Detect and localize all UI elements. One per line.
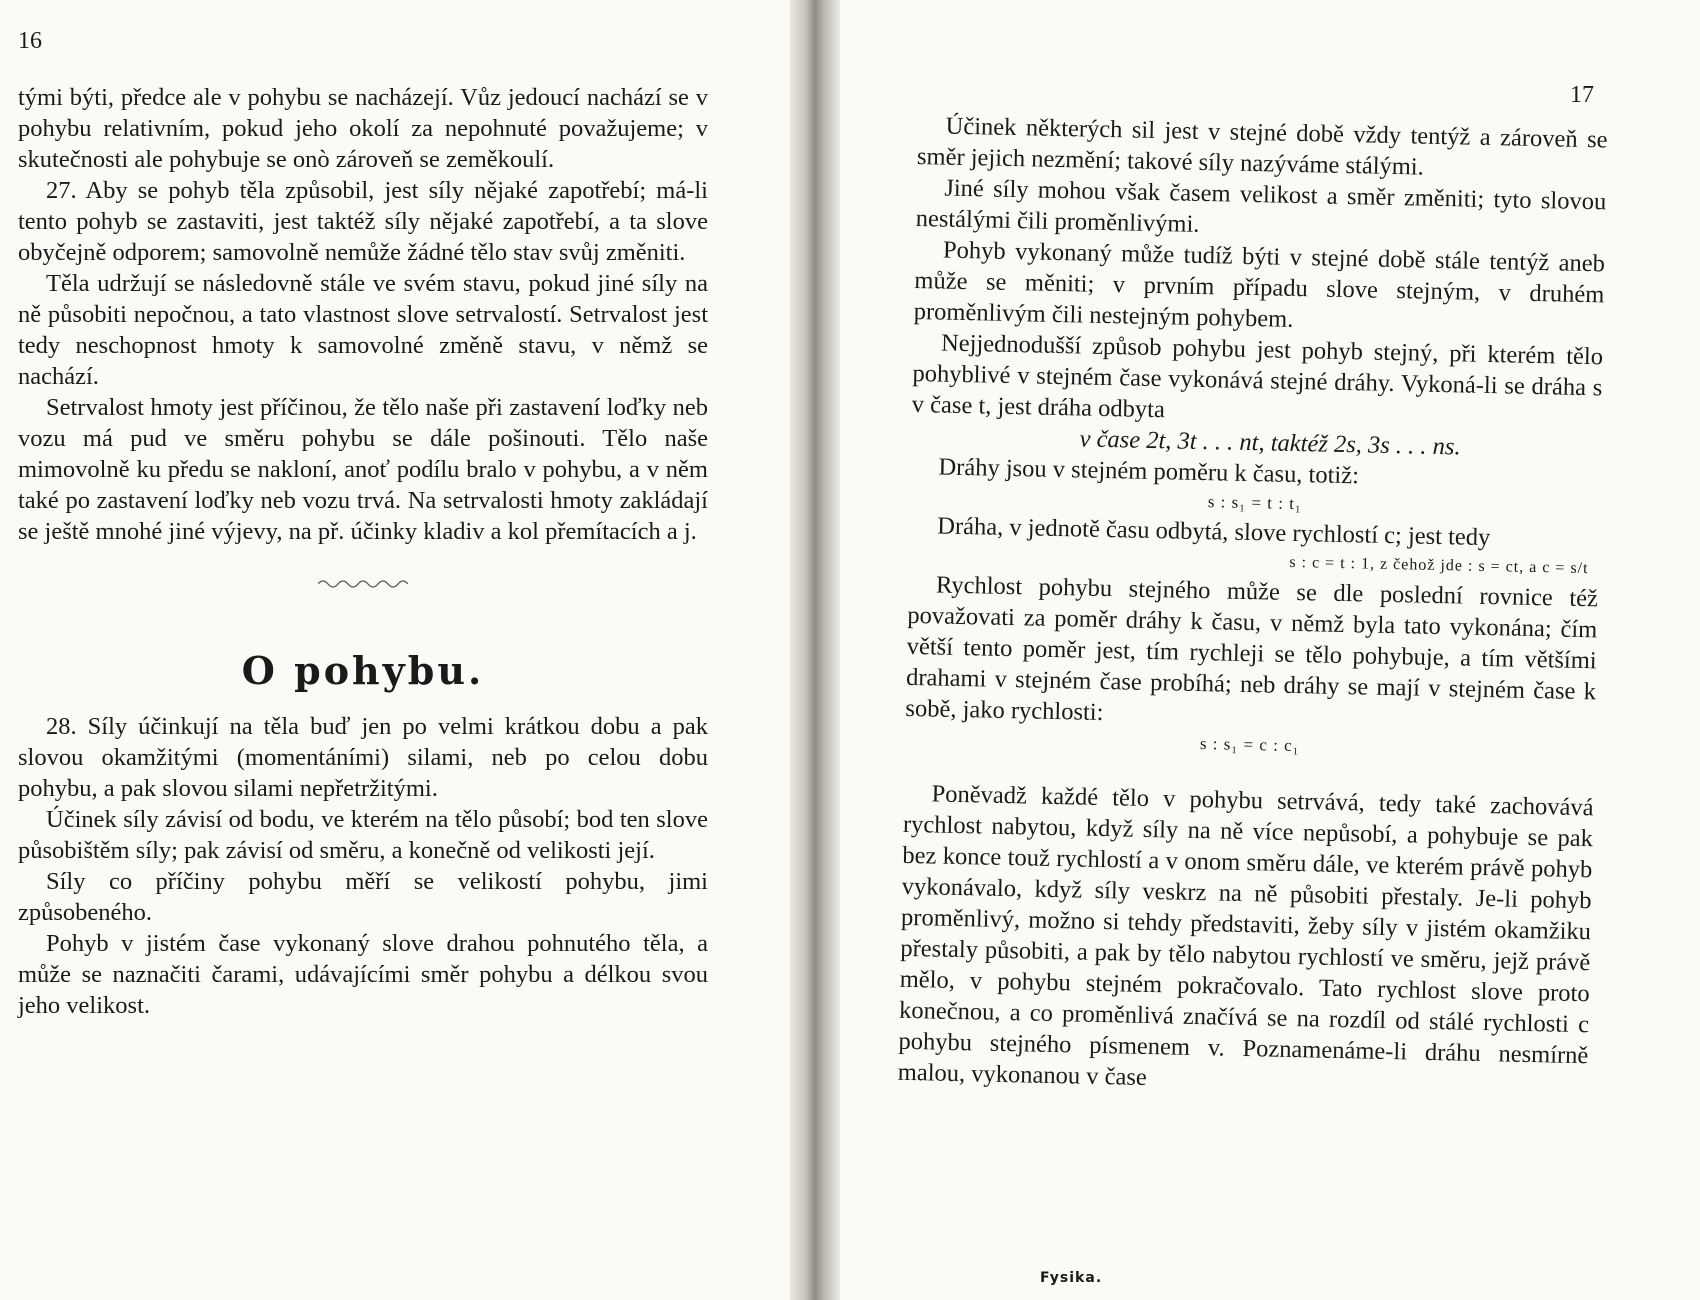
left-page <box>0 0 790 1300</box>
section-paragraph-3: Síly co příčiny pohybu měří se velikostí pohybu, jimi způsobeného. <box>18 868 708 926</box>
right-paragraph-9: Poněvadž každé tělo v pohybu setrvává, tedy také zachovává rychlost nabytou, když síly na ně více nepůsobí, a pohybuje se pak bez konce touž rychlostí a v onom směru dále, ve kterém právě pohyb vykonávalo, když síly veskrz na ně působiti přestaly. Je-li pohyb proměnlivý, možno si tehdy představiti, žeby síly v jistém okamžiku přestaly působiti, a pak by tělo nabytou rychlostí ve směru, jejž právě mělo, v pohybu stejném pokračovalo. Tato rychlost slove proto konečnou, a co proměnlivá značívá se na rozdíl od stálé rychlosti c pohybu stejného písmenem v. Poznamenáme-li dráhu nesmírně malou, vykonanou v čase <box>897 780 1594 1092</box>
formula-proportion-time: s : s₁ = t : t₁ <box>1207 492 1303 514</box>
signature-mark: Fysika. <box>1040 1270 1103 1286</box>
left-paragraph-1: tými býti, předce ale v pohybu se nacházejí. Vůz jedoucí nachází se v pohybu relativním, pokud jeho okolí za nepohnuté považujeme; v skutečnosti ale pohybuje se onò zároveň se zeměkoulí. <box>18 84 708 173</box>
wavy-divider-ornament <box>18 569 708 589</box>
formula-velocity: s : c = t : 1, z čehož jde : s = ct, a c = s/t <box>1289 553 1589 578</box>
right-paragraph-7: Dráha, v jednotě času odbytá, slove rychlostí c; jest tedy <box>937 512 1491 552</box>
page-number-left: 16 <box>18 28 42 54</box>
right-paragraph-1: Účinek některých sil jest v stejné době vždy tentýž a zároveň se směr jejich nezmění; takové síly nazýváme stálými. <box>916 112 1608 181</box>
right-paragraph-5: v čase 2t, 3t . . . nt, taktéž 2s, 3s . . . ns. <box>1079 425 1461 461</box>
right-paragraph-6: Dráhy jsou v stejném poměru k času, totiž: <box>938 453 1360 490</box>
right-paragraph-8: Rychlost pohybu stejného může se dle poslední rovnice též považovati za poměr dráhy k času, v němž byla tato vykonána; čím větší tento poměr jest, tím rychleji se tělo pohybuje, a tím většími drahami v stejném čase probíhá; neb dráhy se mají v stejném čase k sobě, jako rychlosti: <box>905 571 1599 727</box>
right-paragraph-2: Jiné síly mohou však časem velikost a směr změniti; tyto slovou nestálými čili proměnlivými. <box>915 174 1607 238</box>
right-paragraph-4: Nejjednodušší způsob pohybu jest pohyb stejný, při kterém tělo pohyblivé v stejném čase vykonává stejné dráhy. Vykoná-li se dráha s v čase t, jest dráha odbyta <box>911 329 1604 424</box>
formula-proportion-velocity: s : s₁ = c : c₁ <box>1199 734 1300 756</box>
left-paragraph-2: 27. Aby se pohyb těla způsobil, jest síly nějaké zapotřebí; má-li tento pohyb se zastaviti, jest taktéž síly nějaké zapotřebí, a ta slove obyčejně odporem; samovolně nemůže žádné tělo stav svůj změniti. <box>18 177 708 266</box>
section-paragraph-4: Pohyb v jistém čase vykonaný slove drahou pohnutého těla, a může se naznačiti čarami, udávajícími směr pohybu a délkou svou jeho velikost. <box>18 930 708 1019</box>
section-paragraph-1: 28. Síly účinkují na těla buď jen po velmi krátkou dobu a pak slovou okamžitými (momentáními) silami, neb po celou dobu pohybu, a pak slovou silami nepřetržitými. <box>18 713 708 802</box>
left-text-column <box>18 82 708 1021</box>
section-title: O pohybu. <box>241 648 485 693</box>
page-number-right: 17 <box>1570 82 1594 108</box>
left-paragraph-4: Setrvalost hmoty jest příčinou, že tělo naše při zastavení loďky neb vozu má pud ve směru pohybu se dále pošinouti. Tělo naše mimovolně ku předu se nakloní, anoť podílu bralo v pohybu, a v něm také po zastavení loďky neb vozu trvá. Na setrvalosti hmoty zakládají se ještě mnohé jiné výjevy, na př. účinky kladiv a kol přemítacích a j. <box>18 394 708 545</box>
right-text-column <box>898 110 1608 1102</box>
right-paragraph-3: Pohyb vykonaný může tudíž býti v stejné době stále tentýž aneb může se měniti; v prvním případu slove stejným, v druhém proměnlivým čili nestejným pohybem. <box>913 236 1606 333</box>
left-paragraph-3: Těla udržují se následovně stále ve svém stavu, pokud jiné síly na ně působiti nepočnou, a tato vlastnost slove setrvalostí. Setrvalost jest tedy neschopnost hmoty k samovolné změně stavu, v němž se nachází. <box>18 270 708 390</box>
section-paragraph-2: Účinek síly závisí od bodu, ve kterém na tělo působí; bod ten slove působištěm síly; pak závisí od směru, a konečně od velikosti její. <box>18 806 708 864</box>
wavy-line-icon <box>318 578 408 590</box>
book-gutter <box>790 0 840 1300</box>
